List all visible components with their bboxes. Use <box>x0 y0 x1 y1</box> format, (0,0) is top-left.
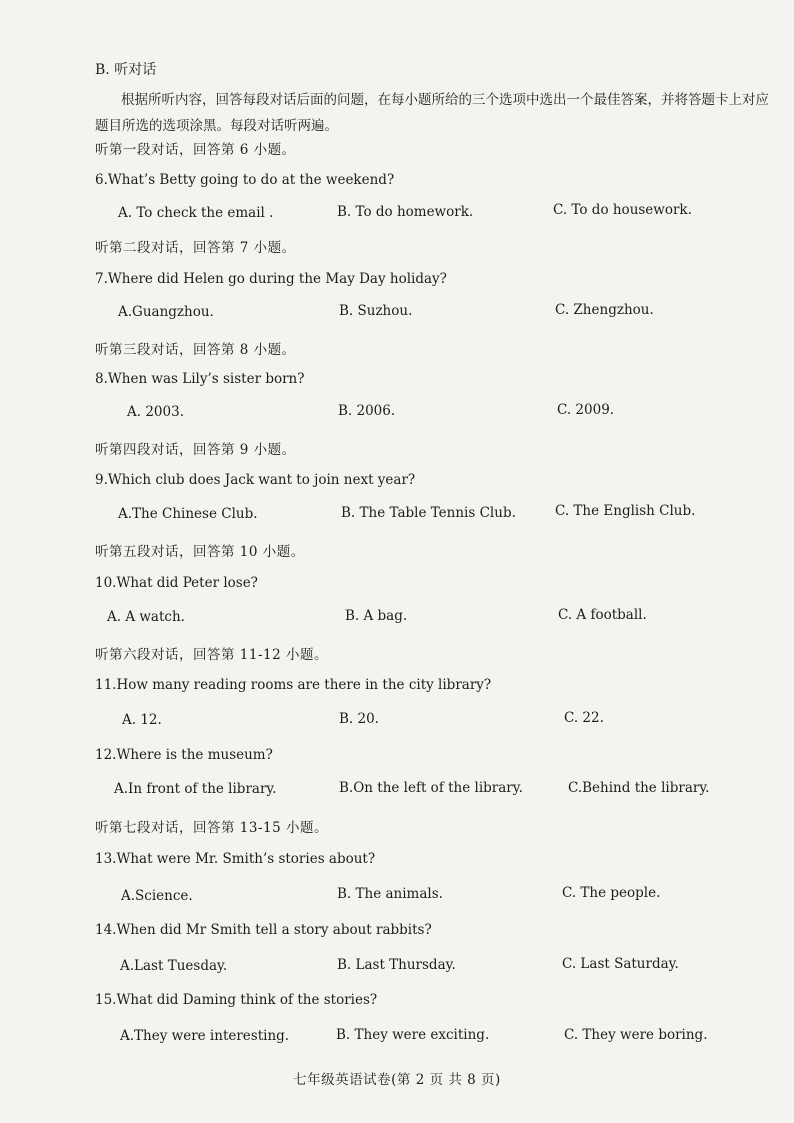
option-a: A. 2003. <box>127 404 184 420</box>
dialogue-prompt: 听第二段对话，回答第 7 小题。 <box>95 240 296 256</box>
option-c: C. They were boring. <box>564 1027 708 1043</box>
option-c: C. 2009. <box>557 402 615 418</box>
question-stem: 11.How many reading rooms are there in the city library? <box>95 677 492 693</box>
option-a: A.They were interesting. <box>120 1028 290 1044</box>
question-stem: 7.Where did Helen go during the May Day holiday? <box>95 271 447 287</box>
dialogue-prompt: 听第七段对话，回答第 13-15 小题。 <box>95 820 329 836</box>
question-stem: 13.What were Mr. Smith’s stories about? <box>95 851 376 867</box>
option-a: A.Guangzhou. <box>118 304 214 320</box>
dialogue-prompt: 听第三段对话，回答第 8 小题。 <box>95 342 296 358</box>
option-a: A.The Chinese Club. <box>118 506 258 522</box>
dialogue-prompt: 听第一段对话，回答第 6 小题。 <box>95 142 296 158</box>
page-footer: 七年级英语试卷(第 2 页 共 8 页) <box>293 1072 501 1088</box>
instructions: 根据所听内容，回答每段对话后面的问题，在每小题所给的三个选项中选出一个最佳答案，并将答题卡上对应题目所选的选项涂黑。每段对话听两遍。 <box>95 92 769 134</box>
option-a: A.In front of the library. <box>114 781 277 797</box>
option-b: B. Last Thursday. <box>337 957 456 973</box>
question-stem: 14.When did Mr Smith tell a story about rabbits? <box>95 922 432 938</box>
option-b: B. They were exciting. <box>336 1027 490 1043</box>
option-a: A. To check the email . <box>118 205 274 221</box>
option-c: C. A football. <box>558 607 647 623</box>
option-c: C. Zhengzhou. <box>555 302 654 318</box>
option-b: B. A bag. <box>345 608 408 624</box>
option-c: C.Behind the library. <box>568 780 710 796</box>
dialogue-prompt: 听第六段对话，回答第 11-12 小题。 <box>95 647 329 663</box>
option-b: B. The animals. <box>337 886 443 902</box>
option-b: B.On the left of the library. <box>339 780 523 796</box>
question-stem: 10.What did Peter lose? <box>95 575 258 591</box>
question-stem: 6.What’s Betty going to do at the weekend? <box>95 172 395 188</box>
option-b: B. The Table Tennis Club. <box>341 505 516 521</box>
option-a: A. 12. <box>122 712 162 728</box>
option-b: B. To do homework. <box>337 204 474 220</box>
option-c: C. 22. <box>564 710 604 726</box>
question-stem: 9.Which club does Jack want to join next year? <box>95 472 416 488</box>
option-b: B. Suzhou. <box>339 303 413 319</box>
section-title: B. 听对话 <box>95 62 157 78</box>
question-stem: 8.When was Lily’s sister born? <box>95 371 305 387</box>
option-b: B. 2006. <box>338 403 396 419</box>
option-c: C. Last Saturday. <box>562 956 679 972</box>
option-a: A. A watch. <box>107 609 185 625</box>
option-c: C. To do housework. <box>553 202 692 218</box>
option-c: C. The English Club. <box>555 503 696 519</box>
question-stem: 12.Where is the museum? <box>95 747 273 763</box>
question-stem: 15.What did Daming think of the stories? <box>95 992 378 1008</box>
option-b: B. 20. <box>339 711 379 727</box>
option-c: C. The people. <box>562 885 661 901</box>
dialogue-prompt: 听第四段对话，回答第 9 小题。 <box>95 442 296 458</box>
option-a: A.Last Tuesday. <box>120 958 228 974</box>
dialogue-prompt: 听第五段对话，回答第 10 小题。 <box>95 544 305 560</box>
option-a: A.Science. <box>121 888 193 904</box>
